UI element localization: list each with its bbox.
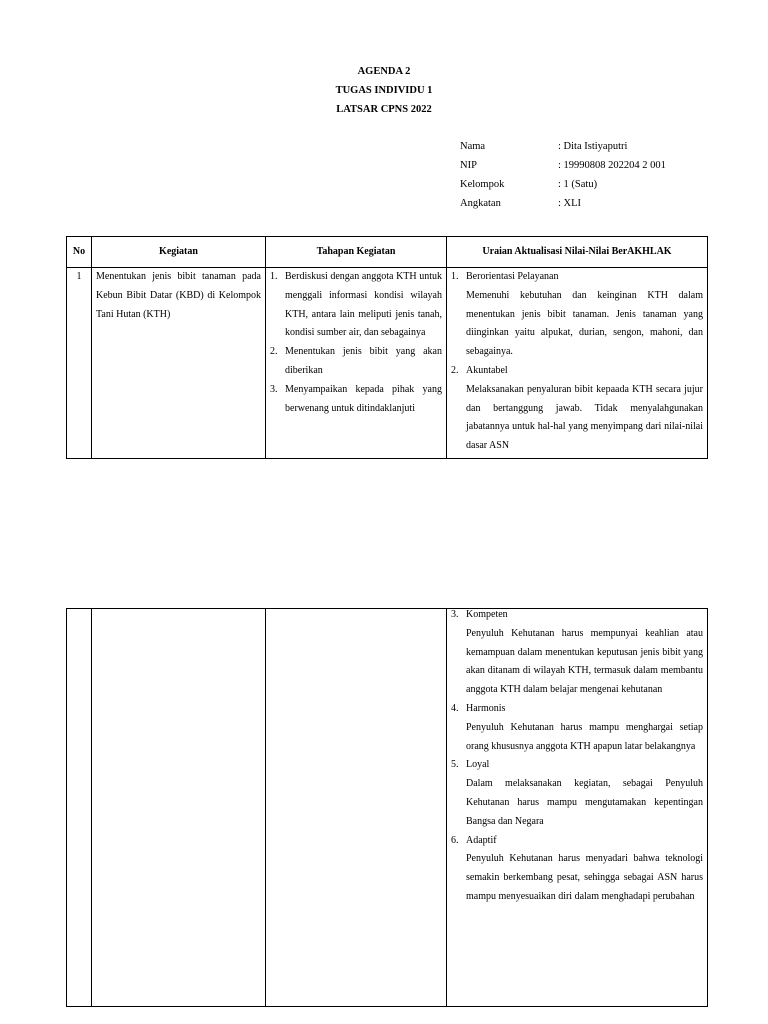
uraian-list (447, 606, 707, 907)
tahapan-list (266, 268, 446, 418)
value-number: 2. (451, 364, 459, 376)
info-value-nama: : Dita Istiyaputri (558, 141, 628, 152)
table-header-row (67, 237, 708, 268)
step-text: Menentukan jenis bibit yang akan diberikan (285, 346, 442, 376)
header-tahapan: Tahapan Kegiatan (266, 237, 447, 268)
table-row (67, 268, 708, 459)
kegiatan-text: Menentukan jenis bibit tanaman pada Kebun Bibit Datar (KBD) di Kelompok Tani Hutan (KTH) (96, 271, 261, 320)
info-label-angkatan: Angkatan (460, 198, 501, 209)
header-no: No (67, 237, 92, 268)
step-text: Berdiskusi dengan anggota KTH untuk menggali informasi kondisi wilayah KTH, antara lain meliputi jenis tanah, kondisi sumber air, dan sebagainya (285, 271, 442, 339)
uraian-item-1-desc: Memenuhi kebutuhan dan keinginan KTH dalam menentukan jenis bibit tanaman. Jenis tanaman yang diinginkan yaitu alpukat, durian, sengon, mahoni, dan sebagainya. (466, 289, 703, 358)
uraian-item-6-title (451, 832, 703, 851)
step-number: 1. (270, 271, 278, 282)
row-number: 1 (67, 268, 92, 459)
uraian-item-3-desc: Penyuluh Kehutanan harus mempunyai keahlian atau kemampuan dalam menentukan keputusan jenis bibit yang akan ditanam di wilayah KTH, termasuk dalam membantu anggota KTH dalam belajar mengenai kehutanan (466, 627, 703, 696)
value-number: 4. (451, 702, 459, 714)
tahapan-step-1 (270, 268, 442, 343)
info-value-kelompok: : 1 (Satu) (558, 179, 598, 190)
value-title: Kompeten (466, 609, 508, 620)
header-uraian: Uraian Aktualisasi Nilai-Nilai BerAKHLAK (447, 237, 708, 268)
uraian-item-6-desc: Penyuluh Kehutanan harus menyadari bahwa teknologi semakin berkembang pesat, sehingga sebagai ASN harus mampu menyesuaikan diri dalam menghadapi perubahan (466, 853, 703, 902)
info-label-nama: Nama (460, 141, 486, 152)
uraian-item-2-title (451, 362, 703, 381)
doc-title-latsar: LATSAR CPNS 2022 (336, 104, 432, 115)
value-number: 5. (451, 759, 459, 771)
value-number: 1. (451, 271, 459, 282)
tahapan-step-2 (270, 343, 442, 381)
uraian-item-5-desc: Dalam melaksanakan kegiatan, sebagai Penyuluh Kehutanan harus mampu mengutamakan kepentingan Bangsa dan Negara (466, 778, 703, 827)
kegiatan-cell-empty (92, 609, 266, 1007)
uraian-list (447, 268, 707, 456)
doc-title-tugas: TUGAS INDIVIDU 1 (335, 85, 433, 96)
info-label-kelompok: Kelompok (460, 179, 505, 190)
info-value-nip: : 19990808 202204 2 001 (558, 160, 666, 171)
value-number: 6. (451, 834, 459, 846)
value-title: Berorientasi Pelayanan (466, 271, 559, 282)
row-number-empty (67, 609, 92, 1007)
value-title: Loyal (466, 759, 490, 771)
step-number: 2. (270, 346, 278, 358)
table-row (67, 609, 708, 1007)
uraian-cell (447, 609, 708, 1007)
step-text: Menyampaikan kepada pihak yang berwenang untuk ditindaklanjuti (285, 383, 442, 414)
value-title: Akuntabel (466, 364, 508, 376)
activity-table (66, 236, 708, 459)
activity-table-continuation (66, 608, 708, 1007)
value-title: Adaptif (466, 834, 497, 846)
uraian-item-2-desc: Melaksanakan penyaluran bibit kepaada KTH secara jujur dan bertanggung jawab. Tidak menyalahgunakan jabatannya untuk hal-hal yang menyimpang dari nilai-nilai dasar ASN (466, 383, 703, 452)
uraian-item-5-title (451, 756, 703, 775)
step-number: 3. (270, 383, 278, 395)
info-label-nip: NIP (460, 160, 477, 171)
header-kegiatan: Kegiatan (92, 237, 266, 268)
tahapan-cell (266, 268, 447, 459)
value-number: 3. (451, 609, 459, 620)
uraian-item-4-title (451, 700, 703, 719)
tahapan-step-3 (270, 381, 442, 419)
info-value-angkatan: : XLI (558, 198, 582, 209)
uraian-cell (447, 268, 708, 459)
uraian-item-1-title (451, 268, 703, 287)
uraian-item-4-desc: Penyuluh Kehutanan harus mampu menghargai setiap orang khususnya anggota KTH apapun latar belakangnya (466, 721, 703, 752)
value-title: Harmonis (466, 702, 506, 714)
doc-title-agenda: AGENDA 2 (357, 66, 411, 77)
uraian-item-3-title (451, 606, 703, 625)
kegiatan-cell (92, 268, 266, 459)
tahapan-cell-empty (266, 609, 447, 1007)
